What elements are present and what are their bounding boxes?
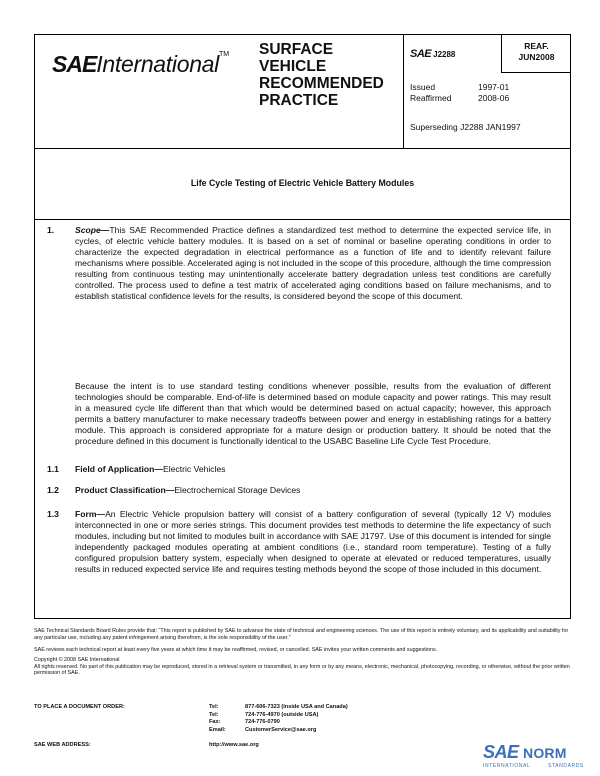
copyright-block [34,657,574,677]
section-1-text [75,225,551,302]
sae-norm-stamp [483,742,595,772]
contact-key: Tel: [209,711,219,718]
stamp-sae: SAE [483,742,519,762]
logo-international: International [96,51,219,77]
document-frame [34,34,571,619]
section-1-body: This SAE Recommended Practice defines a standardized test method to determine the expected service life, in cycles, of electric vehicle battery modules. It is based on a set of nominal or baseline operating conditions in order to characterize the expected degradation in electrical performance as a function of life and to identify relevant failure mechanisms where possible. Accelerated aging is not included in the scope of this procedure, although the time compression resulting from continuous testing may unintentionally accelerate battery degradation unless test conditions are carefully controlled. The process used to define a test matrix of accelerated aging conditions based on failure mechanisms, and to establish statistical confidence levels for the results, is considered beyond the scope of this document. [75,225,551,301]
section-1-3-body: An Electric Vehicle propulsion battery will consist of a battery configuration of several (typically 12 V) modules interconnected in one or more series strings. This document provides test methods to determine the life expectancy of such modules, including but not limited to modules built in accordance with SAE J1797. Use of this document is intended for single independently packaged modules operating at ambient conditions (i.e., standard room temperature). Testing of a fully configured propulsion battery system, especially when designed to operate at elevated or reduced temperatures, usually results in reduced expected service life and requires testing methods beyond the scope of those included in this document. [75,509,551,574]
reaffirmed-row [410,93,509,104]
section-1-1-text [75,464,551,475]
doc-number-logo: SAE [410,48,432,60]
board-rules-note: SAE Technical Standards Board Rules provide that: “This report is published by SAE to advance the state of technical and engineering sciences. The use of this report is entirely voluntary, and its applicability and suitability for any particular use, including any patent infringement arising therefrom, is the sole responsibility of the user.” [34,628,569,641]
doc-type-cell [253,35,403,148]
section-1-para-2-text: Because the intent is to use standard testing conditions whenever possible, results from the evaluation of different technologies should be comparable. End-of-life is determined based on module capacity and power ratings. This may result in a measured cycle life different than that which would be determined based on actual capacity; however, this approach permits a battery manufacturer to make necessary tradeoffs between power and energy in establishing ratings for a battery module. This approach is considered appropriate for a mature design or production battery. It should be noted that the procedure defined in this document is functionally identical to the USABC Baseline Life Cycle Test Procedure. [75,381,551,446]
doc-type-line-4: PRACTICE [259,92,339,109]
review-note: SAE reviews each technical report at least every five years at which time it may be reaffirmed, revised, or cancelled. SAE invites your written comments and suggestions. [34,647,438,653]
rights-line: All rights reserved. No part of this publication may be reproduced, stored in a retrieval system or transmitted, in any form or by any means, electronic, mechanical, photocopying, recording, or otherwise, without the prior written permission of SAE. [34,663,570,677]
web-address-label: SAE WEB ADDRESS: [34,742,91,748]
contact-email[interactable]: CustomerService@sae.org [245,726,317,733]
copyright-line: Copyright © 2008 SAE International [34,657,120,663]
order-label: TO PLACE A DOCUMENT ORDER: [34,704,125,710]
contact-key: Fax: [209,719,221,726]
contact-value: 877-606-7323 (inside USA and Canada) [245,704,348,710]
reaf-label: REAF. [524,41,549,51]
reaffirmed-box [501,35,571,73]
contact-row [209,712,395,720]
doc-info-cell [403,35,571,148]
contact-row [209,727,395,735]
contact-row [209,719,395,727]
contact-key: Email: [209,726,226,733]
logo-trademark: TM [219,51,230,58]
contact-value: 724-776-0790 [245,719,280,726]
issue-dates [410,82,509,104]
doc-type-line-1: SURFACE [259,41,334,58]
section-1-number: 1. [47,225,55,235]
section-1-1-body: Electric Vehicles [163,464,226,474]
contact-row [209,704,395,712]
stamp-standards: STANDARDS [548,763,584,769]
reaffirmed-label: Reaffirmed [410,93,452,103]
stamp-wordmark [483,742,567,763]
contact-value: 724-776-4970 (outside USA) [245,711,319,718]
section-1-1-heading: Field of Application— [75,464,164,474]
reaffirmed-value: 2008-06 [478,93,510,103]
contact-key: Tel: [209,704,219,710]
superseding-note: Superseding J2288 JAN1997 [410,122,521,132]
doc-type-line-3: RECOMMENDED [259,75,384,92]
document-title: Life Cycle Testing of Electric Vehicle Battery Modules [35,148,570,220]
contact-table [209,704,395,734]
section-1-2-heading: Product Classification— [75,485,175,495]
section-1-2-text [75,485,551,496]
logo-sae: SAE [52,51,97,77]
document-header [35,35,570,149]
doc-code: J2288 [433,50,456,59]
section-1-heading: Scope— [75,225,110,235]
section-1-3-heading: Form— [75,509,106,519]
stamp-norm: NORM [523,745,567,761]
issued-row [410,82,509,93]
logo-cell [35,35,253,148]
web-address-link[interactable]: http://www.sae.org [209,742,259,748]
section-1-2-body: Electrochemical Storage Devices [174,485,301,495]
doc-type-line-2: VEHICLE [259,58,327,75]
issued-value: 1997-01 [478,82,510,92]
reaf-date: JUN2008 [518,52,555,62]
sae-international-logo [52,51,229,78]
section-1-1-number: 1.1 [47,464,59,474]
section-1-3-text [75,509,551,575]
section-1-3-number: 1.3 [47,509,59,519]
section-1-2-number: 1.2 [47,485,59,495]
issued-label: Issued [410,82,436,92]
doc-number [410,48,455,60]
doc-type [259,41,384,109]
stamp-international: INTERNATIONAL [483,763,531,769]
